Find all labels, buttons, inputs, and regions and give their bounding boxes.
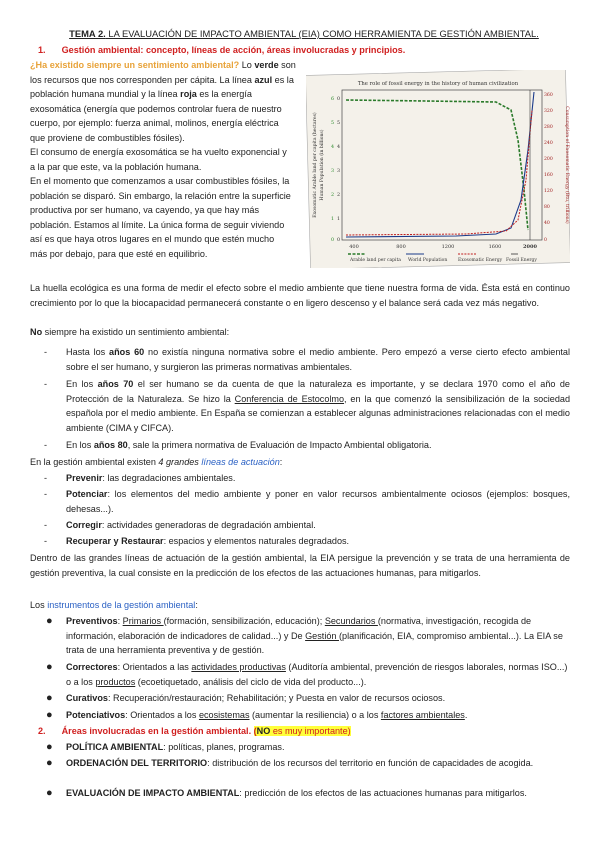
tick-x: 400 — [349, 244, 359, 250]
instrumento-item: ● Preventivos: Primarios (formación, sensibilización, educación); Secundarios (normativa, investigación, recogida de información, elaboración de indicadores de calidad...) y De Gestión (planificación, EIA, compromiso ambiental...). La EIA se trata de una herramienta preventiva y de gestión. — [46, 615, 563, 655]
y-label-energy: Consumption of Exosomatic Energy (Btu, trillions) — [564, 106, 569, 224]
area-item: ● POLÍTICA AMBIENTAL: políticas, planes, programas. — [46, 741, 285, 753]
tick-right: 0 — [544, 238, 547, 243]
tick-left: 4 — [331, 145, 335, 150]
section-heading-2: 2. Áreas involucradas en la gestión ambiental. (NO es muy importante) — [38, 726, 351, 736]
instrumento-item: ● Correctores: Orientados a las actividades productivas (Auditoría ambiental, prevención de riesgos laborales, normas ISO...) o a los productos (ecoetiquetado, análisis del ciclo de vida del producto...). — [46, 661, 568, 687]
section-heading-1: 1. Gestión ambiental: concepto, líneas de acción, áreas involucradas y principios. — [38, 45, 406, 55]
tick-right: 40 — [544, 221, 550, 226]
tick-left: 1 — [331, 217, 335, 222]
instrumentos-intro: Los instrumentos de la gestión ambiental: — [30, 600, 198, 610]
linea-item: - Potenciar: los elementos del medio ambiente y poner en valor recursos ambientalmente ociosos (ejemplos: bosques, dehesas...). — [44, 489, 570, 514]
tick-x: 1200 — [441, 244, 455, 250]
tick-x: 1600 — [488, 244, 502, 250]
tick-right: 80 — [544, 205, 550, 210]
tick-mid: 4 — [337, 145, 341, 150]
linea-item: - Corregir: actividades generadoras de degradación ambiental. — [44, 520, 316, 530]
tick-right: 120 — [544, 189, 553, 194]
tick-x: 2000 — [523, 244, 537, 250]
tick-left: 2 — [331, 193, 335, 198]
legend-population: World Population — [408, 258, 448, 263]
fossil-energy-figure — [306, 70, 570, 268]
tick-mid: 3 — [337, 169, 341, 174]
tick-right: 320 — [544, 109, 553, 114]
figure-title: The role of fossil energy in the history of human civilization — [357, 81, 519, 87]
para-eia: Dentro de las grandes líneas de actuación de la gestión ambiental, la EIA persigue la prevención y se trata de una herramienta de gestión preventiva, la cual consiste en la predicción de los efectos de las actuaciones humanas, para mitigarlos. — [30, 553, 570, 578]
tick-mid: 2 — [337, 193, 341, 198]
legend-exosomatic: Exosomatic Energy — [458, 258, 503, 263]
tick-right: 360 — [544, 93, 553, 98]
intro-text: ¿Ha existido siempre un sentimiento ambiental? Lo verde son los recursos que nos corresponden per cápita. La línea azul es la población humana mundial y la línea roja es la energía exosomática (energía que podemos controlar fuera de nuestro cuerpo, por ejemplo: fuerza animal, molinos, energía eléctrica que proviene de combustibles fósiles). El consumo de energía exosomática se ha vuelto exponencial y a la par que este, va la población humana. En el momento que comenzamos a usar combustibles fósiles, la población se disparó. Sin embargo, la relación entre la superficie productiva por ser humano, va cayendo, ya que hay más población. Estamos al límite. La única forma de seguir viviendo así es que haya otros lugares en el mundo que estén mucho más por debajo, para que esté en equilibrio. — [30, 60, 296, 259]
area-item: ● ORDENACIÓN DEL TERRITORIO: distribución de los recursos del territorio en función de capacidades de acogida. — [46, 757, 534, 769]
tick-mid: 1 — [337, 217, 341, 222]
history-item: - Hasta los años 60 no existía ninguna normativa sobre el medio ambiente. Pero empezó a verse cierto efecto ambiental sobre el ser humano, y surgieron las primeras normativas ambientales. — [44, 347, 571, 372]
tick-x: 800 — [396, 244, 406, 250]
y-label-arable: Exosomatic Arable land per capita (hectares) — [313, 112, 318, 218]
tick-left: 3 — [331, 169, 335, 174]
y-label-population: Human Population (in billions) — [320, 129, 325, 201]
legend-arable: Arable land per capita — [350, 258, 401, 263]
tick-mid: 5 — [337, 121, 341, 126]
tick-right: 280 — [544, 125, 553, 130]
tick-mid: 0 — [337, 97, 341, 102]
instrumento-item: ● Curativos: Recuperación/restauración; Rehabilitación; y Puesta en valor de recursos ociosos. — [46, 692, 446, 704]
page-title: TEMA 2. LA EVALUACIÓN DE IMPACTO AMBIENTAL (EIA) COMO HERRAMIENTA DE GESTIÓN AMBIENTAL. — [69, 28, 539, 39]
tick-right: 160 — [544, 173, 553, 178]
no-line: No siempre ha existido un sentimiento ambiental: — [30, 327, 230, 337]
tick-left: 6 — [331, 97, 335, 102]
tick-mid: 0 — [337, 238, 341, 243]
para-huella: La huella ecológica es una forma de medir el efecto sobre el medio ambiente que tiene nuestra forma de vida. Ésta está en continuo crecimiento por lo que la biocapacidad permanecerá constante o en ligero descenso y el balance será cada vez más negativo. — [30, 283, 570, 308]
tick-left: 5 — [331, 121, 335, 126]
tick-right: 200 — [544, 157, 553, 162]
lineas-intro: En la gestión ambiental existen 4 grandes líneas de actuación: — [30, 457, 283, 467]
area-item: ● EVALUACIÓN DE IMPACTO AMBIENTAL: predicción de los efectos de las actuaciones humanas para mitigarlos. — [46, 787, 527, 799]
history-item: - En los años 70 el ser humano se da cuenta de que la naturaleza es importante, y se declara 1970 como el año de Protección de la Naturaleza. Se hizo la Conferencia de Estocolmo, en la que comenzó la sensibilización de la sociedad española por el medio ambiente. En España se comienzan a establecer algunas administraciones relacionadas con el medio ambiente (CIMA y CIFCA). — [44, 379, 571, 433]
history-item: - En los años 80, sale la primera normativa de Evaluación de Impacto Ambiental obligatoria. — [44, 440, 432, 450]
linea-item: - Recuperar y Restaurar: espacios y elementos naturales degradados. — [44, 536, 350, 546]
tick-left: 0 — [331, 238, 335, 243]
linea-item: - Prevenir: las degradaciones ambientales. — [44, 473, 236, 483]
legend-fossil: Fossil Energy — [506, 258, 537, 263]
tick-right: 240 — [544, 141, 553, 146]
instrumento-item: ● Potenciativos: Orientados a los ecosistemas (aumentar la resiliencia) o a los factores ambientales. — [46, 709, 468, 721]
